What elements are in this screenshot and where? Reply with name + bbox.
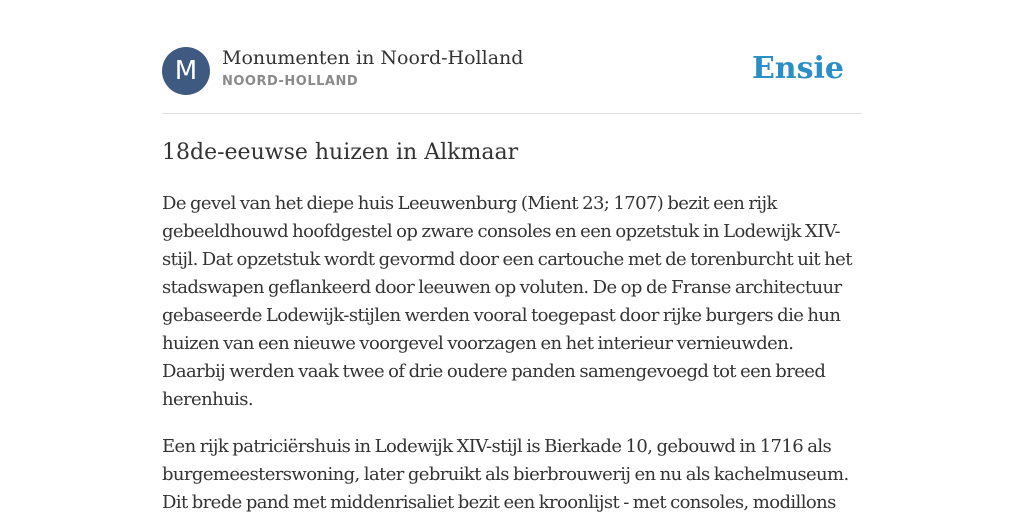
text-line: stadswapen geflankeerd door leeuwen op voluten. De op de Franse architectuur xyxy=(162,277,842,298)
brand-logo[interactable]: Ensie xyxy=(751,51,844,86)
text-line: burgemeesterswoning, later gebruikt als bierbrouwerij en nu als kachelmuseum. xyxy=(162,464,849,485)
text-line: Een rijk patriciërshuis in Lodewijk XIV-stijl is Bierkade 10, gebouwd in 1716 als xyxy=(162,436,832,457)
article-paragraph xyxy=(162,190,866,414)
article-paragraph xyxy=(162,433,866,512)
text-line: gebeeldhouwd hoofdgestel op zware consoles en een opzetstuk in Lodewijk XIV- xyxy=(162,221,840,242)
text-line: herenhuis. xyxy=(162,389,253,410)
channel-header xyxy=(162,46,862,96)
text-line: gebaseerde Lodewijk-stijlen werden vooral toegepast door rijke burgers die hun xyxy=(162,305,841,326)
channel-title[interactable]: Monumenten in Noord-Holland xyxy=(222,47,524,69)
article-body xyxy=(162,190,866,512)
avatar[interactable]: M xyxy=(162,47,210,95)
text-line: Dit brede pand met middenrisaliet bezit een kroonlijst - met consoles, modillons xyxy=(162,492,836,512)
text-line: De gevel van het diepe huis Leeuwenburg (Mient 23; 1707) bezit een rijk xyxy=(162,193,777,214)
channel-subtitle[interactable]: NOORD-HOLLAND xyxy=(222,74,359,89)
article-title: 18de-eeuwse huizen in Alkmaar xyxy=(162,140,519,165)
text-line: huizen van een nieuwe voorgevel voorzagen en het interieur vernieuwden. xyxy=(162,333,794,354)
text-line: stijl. Dat opzetstuk wordt gevormd door een cartouche met de torenburcht uit het xyxy=(162,249,852,270)
text-line: Daarbij werden vaak twee of drie oudere panden samengevoegd tot een breed xyxy=(162,361,826,382)
header-divider xyxy=(162,113,862,114)
